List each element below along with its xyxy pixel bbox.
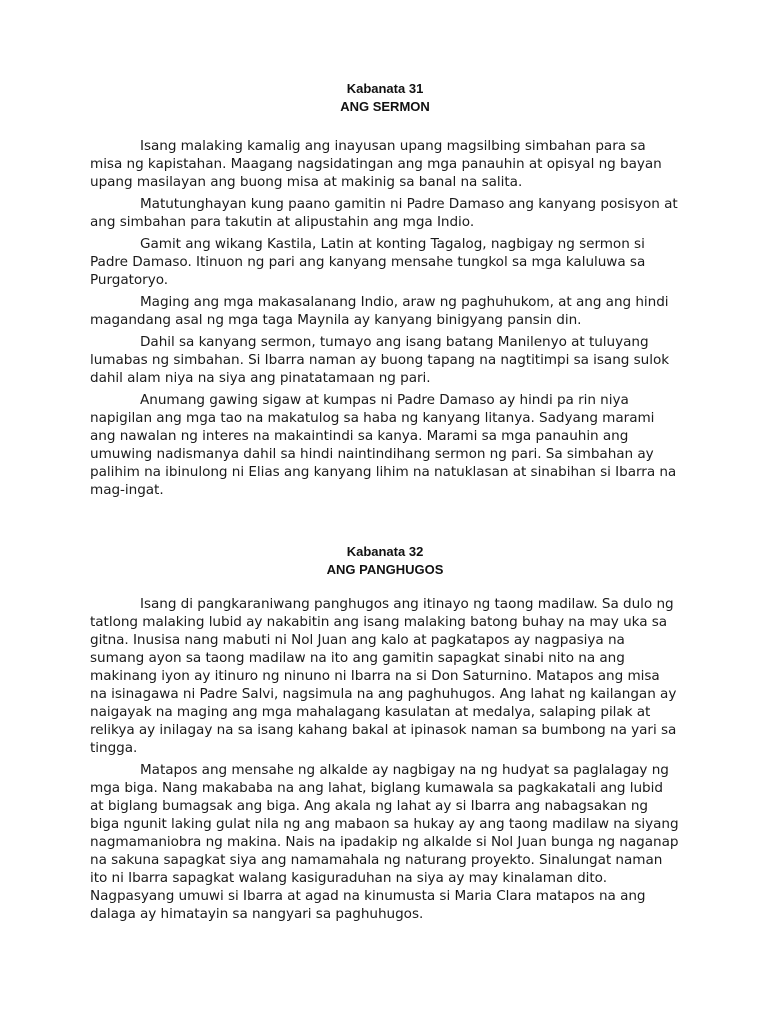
chapter-32 — [90, 543, 680, 927]
chapter-title: ANG SERMON — [340, 99, 430, 114]
chapter-number: Kabanata 31 — [346, 81, 424, 96]
paragraph: Maging ang mga makasalanang Indio, araw ng paghuhukom, at ang ang hindi magandang asal ng mga taga Maynila ay kanyang binigyang pansin din. — [90, 294, 669, 328]
paragraph: Anumang gawing sigaw at kumpas ni Padre Damaso ay hindi pa rin niya napigilan ang mga tao na makatulog sa haba ng kanyang litanya. Sadyang marami ang nawalan ng interes na makaintindi sa kanya. Marami sa mga panauhin ang umuwing nadismanya dahil sa hindi naintindihang sermon ng pari. Sa simbahan ay palihim na ibinulong ni Elias ang kanyang lihim na natuklasan at sinabihan si Ibarra na mag-ingat. — [90, 392, 677, 498]
chapter-31 — [90, 80, 680, 503]
paragraph: Matapos ang mensahe ng alkalde ay nagbigay na ng hudyat sa paglalagay ng mga biga. Nang makababa na ang lahat, biglang kumawala sa pagkakatali ang lubid at biglang bumagsak ang biga. Ang akala ng lahat ay si Ibarra ang nabagsakan ng biga ngunit laking gulat nila ng ang mabaon sa hukay ay ang taong madilaw na siyang nagmamaniobra ng makina. Nais na ipadakip ng alkalde si Nol Juan bunga ng naganap na sakuna sapagkat siya ang namamahala ng naturang proyekto. Sinalungat naman ito ni Ibarra sapagkat walang kasiguraduhan na siya ay may kinalaman dito. Nagpasyang umuwi si Ibarra at agad na kinumusta si Maria Clara matapos na ang dalaga ay himatayin sa nangyari sa paghuhugos. — [90, 762, 679, 922]
paragraph: Matutunghayan kung paano gamitin ni Padre Damaso ang kanyang posisyon at ang simbahan para takutin at alipustahin ang mga Indio. — [90, 196, 678, 230]
paragraph: Isang malaking kamalig ang inayusan upang magsilbing simbahan para sa misa ng kapistahan. Maagang nagsidatingan ang mga panauhin at opisyal ng bayan upang masilayan ang buong misa at makinig sa banal na salita. — [90, 138, 662, 190]
chapter-title: ANG PANGHUGOS — [326, 562, 444, 577]
paragraph: Gamit ang wikang Kastila, Latin at konting Tagalog, nagbigay ng sermon si Padre Damaso. Itinuon ng pari ang kanyang mensahe tungkol sa mga kaluluwa sa Purgatoryo. — [90, 236, 646, 288]
paragraph: Isang di pangkaraniwang panghugos ang itinayo ng taong madilaw. Sa dulo ng tatlong malaking lubid ay nakabitin ang isang malaking batong buhay na may uka sa gitna. Inusisa nang mabuti ni Nol Juan ang kalo at pagkatapos ay nagpasiya na sumang ayon sa taong madilaw na ito ang gamitin sapagkat sinabi nito na ang makinang iyon ay itinuro ng ninuno ni Ibarra na si Don Saturnino. Matapos ang misa na isinagawa ni Padre Salvi, nagsimula na ang paghuhugos. Ang lahat ng kailangan ay naigayak na maging ang mga mahalagang kasulatan at medalya, salaping pilak at relikya ay inilagay na sa isang kahang bakal at ipinasok naman sa bumbong na yari sa tingga. — [90, 596, 677, 756]
paragraph: Dahil sa kanyang sermon, tumayo ang isang batang Manilenyo at tuluyang lumabas ng simbahan. Si Ibarra naman ay buong tapang na nagtitimpi sa isang sulok dahil alam niya na siya ang pinatatamaan ng pari. — [90, 334, 670, 386]
chapter-number: Kabanata 32 — [346, 544, 424, 559]
